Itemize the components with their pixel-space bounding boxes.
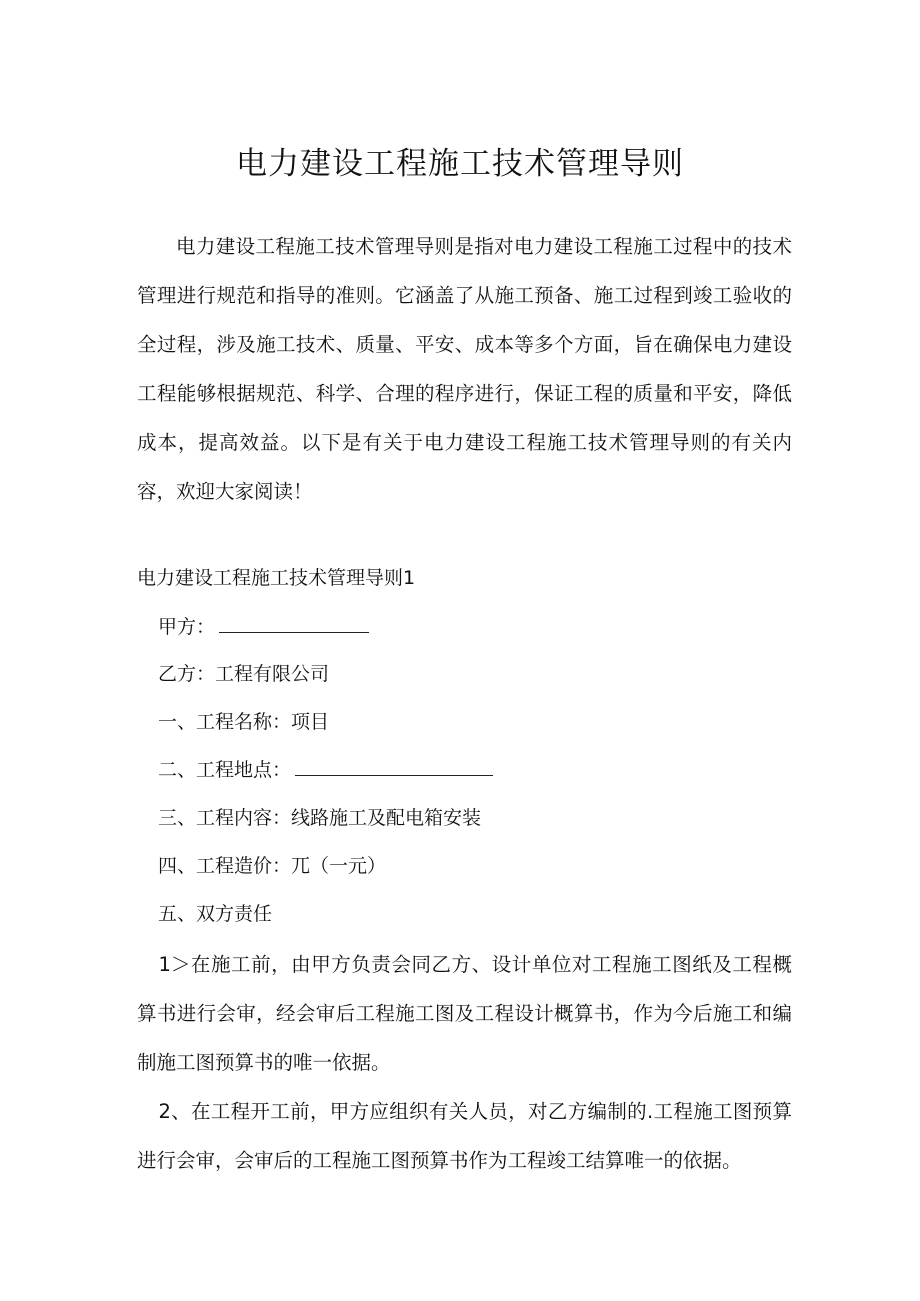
intro-paragraph: 电力建设工程施工技术管理导则是指对电力建设工程施工过程中的技术管理进行规范和指导的准则。它涵盖了从施工预备、施工过程到竣工验收的全过程，涉及施工技术、质量、平安、成本等多个方面，旨在确保电力建设工程能够根据规范、科学、合理的程序进行，保证工程的质量和平安，降低成本，提高效益。以下是有关于电力建设工程施工技术管理导则的有关内容，欢迎大家阅读！ <box>137 235 792 503</box>
clause-1: 1＞在施工前，由甲方负责会同乙方、设计单位对工程施工图纸及工程概算书进行会审，经会审后工程施工图及工程设计概算书，作为今后施工和编制施工图预算书的唯一依据。 <box>137 953 792 1074</box>
item-location-label: 二、工程地点： <box>158 759 292 781</box>
document-title: 电力建设工程施工技术管理导则 <box>236 146 684 182</box>
location-blank <box>295 757 493 776</box>
party-b-line: 乙方：工程有限公司 <box>158 663 330 685</box>
party-a-label: 甲方： <box>158 616 216 638</box>
item-project-name: 一、工程名称：项目 <box>158 711 330 733</box>
section-heading: 电力建设工程施工技术管理导则1 <box>137 567 416 589</box>
item-project-location <box>158 755 493 785</box>
party-a-line <box>158 612 369 642</box>
item-project-cost: 四、工程造价：兀（一元） <box>158 855 387 877</box>
party-a-blank <box>219 614 369 633</box>
clause-2: 2、在工程开工前，甲方应组织有关人员，对乙方编制的.工程施工图预算进行会审，会审后的工程施工图预算书作为工程竣工结算唯一的依据。 <box>137 1100 792 1172</box>
item-responsibilities: 五、双方责任 <box>158 903 273 925</box>
item-project-content: 三、工程内容：线路施工及配电箱安装 <box>158 807 482 829</box>
